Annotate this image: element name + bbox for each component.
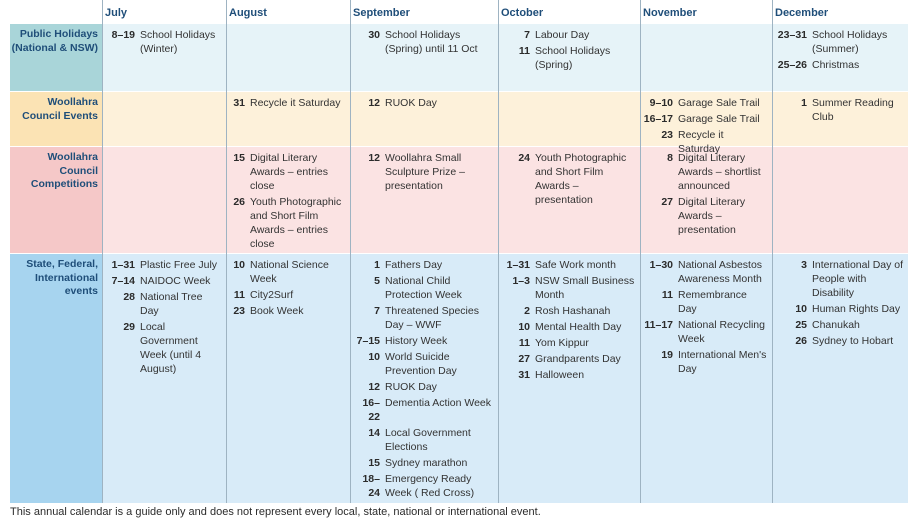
event-title: RUOK Day	[385, 97, 437, 109]
calendar-event	[774, 302, 904, 316]
calendar-event	[642, 288, 768, 316]
event-title: City2Surf	[250, 289, 294, 301]
event-date: 25	[795, 319, 807, 331]
event-title: Chanukah	[812, 319, 860, 331]
event-date: 12	[368, 152, 380, 164]
event-title: National Science Week	[250, 259, 329, 285]
calendar-event	[642, 195, 768, 237]
calendar-event	[500, 352, 636, 366]
event-date: 11	[518, 45, 530, 57]
event-date: 8–19	[111, 29, 135, 41]
event-title: Remembrance Day	[678, 289, 747, 315]
column-divider	[350, 0, 351, 503]
column-divider	[772, 0, 773, 503]
calendar-event	[642, 151, 768, 193]
event-date: 16–22	[362, 397, 380, 423]
event-date: 15	[368, 457, 380, 469]
calendar-event	[500, 258, 636, 272]
column-divider	[102, 0, 103, 503]
calendar-event	[352, 472, 494, 500]
event-title: Grandparents Day	[535, 353, 621, 365]
calendar-event	[352, 456, 494, 470]
calendar-event	[228, 258, 346, 286]
month-header-september: September	[353, 7, 410, 19]
column-divider	[640, 0, 641, 503]
event-date: 31	[233, 97, 245, 109]
event-date: 11	[661, 289, 673, 301]
cell-council-competitions-october	[500, 151, 636, 209]
event-date: 23–31	[777, 29, 807, 41]
calendar-event	[500, 336, 636, 350]
calendar-event	[774, 318, 904, 332]
row-divider	[10, 91, 908, 92]
event-date: 14	[368, 427, 380, 439]
event-date: 1–31	[506, 259, 530, 271]
event-title: Fathers Day	[385, 259, 443, 271]
row-divider	[10, 253, 908, 254]
event-title: National Recycling Week	[678, 319, 765, 345]
calendar-event	[228, 288, 346, 302]
calendar-event	[352, 304, 494, 332]
cell-state-federal-international-september	[352, 258, 494, 502]
event-title: Human Rights Day	[812, 303, 901, 315]
calendar-event	[104, 320, 222, 376]
calendar-event	[642, 258, 768, 286]
event-title: Digital Literary Awards – presentation	[678, 196, 746, 236]
calendar-event	[774, 58, 904, 72]
event-title: Labour Day	[535, 29, 590, 41]
cell-council-events-august	[228, 96, 346, 112]
column-divider	[226, 0, 227, 503]
event-title: Sydney marathon	[385, 457, 468, 469]
row-label-public-holidays: Public Holidays (National & NSW)	[11, 28, 98, 54]
event-title: Garage Sale Trail	[678, 97, 760, 109]
event-date: 10	[795, 303, 807, 315]
event-title: World Suicide Prevention Day	[385, 351, 457, 377]
calendar-event	[500, 28, 636, 42]
event-date: 7–15	[356, 335, 380, 347]
event-date: 3	[801, 259, 807, 271]
calendar-event	[774, 258, 904, 300]
month-header-july: July	[105, 7, 128, 19]
event-title: Mental Health Day	[535, 321, 622, 333]
event-date: 10	[518, 321, 530, 333]
event-date: 19	[661, 349, 673, 361]
calendar-event	[352, 274, 494, 302]
event-title: Book Week	[250, 305, 304, 317]
calendar-event	[774, 334, 904, 348]
calendar-event	[642, 318, 768, 346]
event-date: 25–26	[777, 59, 807, 71]
event-date: 30	[368, 29, 380, 41]
calendar-event	[228, 96, 346, 110]
event-title: Plastic Free July	[140, 259, 218, 271]
event-date: 8	[667, 152, 673, 164]
event-date: 28	[123, 291, 135, 303]
calendar-event	[104, 290, 222, 318]
event-date: 15	[233, 152, 245, 164]
event-title: International Men's Day	[678, 349, 767, 375]
calendar-event	[500, 368, 636, 382]
calendar-event	[642, 96, 768, 110]
event-date: 12	[368, 97, 380, 109]
event-title: National Asbestos Awareness Month	[678, 259, 763, 285]
event-title: Summer Reading Club	[812, 97, 894, 123]
event-title: Garage Sale Trail	[678, 113, 760, 125]
event-date: 1–30	[649, 259, 673, 271]
event-title: Sydney to Hobart	[812, 335, 894, 347]
month-header-october: October	[501, 7, 544, 19]
event-title: International Day of People with Disability	[812, 259, 904, 299]
cell-public-holidays-july	[104, 28, 222, 58]
event-date: 7	[374, 305, 380, 317]
event-date: 1	[801, 97, 807, 109]
event-date: 5	[374, 275, 380, 287]
event-date: 27	[661, 196, 673, 208]
event-date: 27	[518, 353, 530, 365]
event-date: 18–24	[362, 473, 380, 499]
footnote: This annual calendar is a guide only and does not represent every local, state, national or international event.	[10, 506, 541, 518]
calendar-event	[228, 151, 346, 193]
cell-state-federal-international-december	[774, 258, 904, 350]
event-title: Dementia Action Week	[385, 397, 492, 409]
row-label-council-events: Woollahra Council Events	[22, 96, 98, 122]
cell-council-events-november	[642, 96, 768, 158]
cell-public-holidays-december	[774, 28, 904, 74]
cell-council-competitions-august	[228, 151, 346, 253]
event-date: 26	[233, 196, 245, 208]
calendar-event	[352, 258, 494, 272]
event-date: 24	[518, 152, 530, 164]
event-title: School Holidays (Spring) until 11 Oct	[385, 29, 478, 55]
cell-public-holidays-september	[352, 28, 494, 58]
row-divider	[10, 146, 908, 147]
event-title: National Tree Day	[140, 291, 203, 317]
event-date: 29	[123, 321, 135, 333]
event-date: 2	[524, 305, 530, 317]
event-date: 10	[368, 351, 380, 363]
calendar-event	[500, 320, 636, 334]
event-date: 11	[233, 289, 245, 301]
event-title: Rosh Hashanah	[535, 305, 611, 317]
event-date: 16–17	[643, 113, 673, 125]
row-divider	[10, 23, 908, 24]
calendar-event	[352, 96, 494, 110]
event-title: Halloween	[535, 369, 585, 381]
cell-state-federal-international-november	[642, 258, 768, 378]
event-title: Local Government Elections	[385, 427, 471, 453]
event-title: School Holidays (Summer)	[812, 29, 888, 55]
event-title: Digital Literary Awards – shortlist announced	[678, 152, 761, 192]
cell-council-competitions-november	[642, 151, 768, 239]
month-header-november: November	[643, 7, 697, 19]
event-title: NSW Small Business Month	[535, 275, 635, 301]
month-header-august: August	[229, 7, 267, 19]
event-date: 1	[374, 259, 380, 271]
event-title: Local Government Week (until 4 August)	[140, 321, 202, 375]
calendar-event	[774, 96, 904, 124]
event-title: Youth Photographic and Short Film Awards – presentation	[535, 152, 627, 206]
event-title: Youth Photographic and Short Film Awards – entries close	[250, 196, 342, 250]
event-date: 7	[524, 29, 530, 41]
calendar-event	[500, 151, 636, 207]
calendar-event	[104, 274, 222, 288]
cell-state-federal-international-october	[500, 258, 636, 384]
calendar-event	[228, 195, 346, 251]
event-date: 10	[233, 259, 245, 271]
column-divider	[498, 0, 499, 503]
row-label-state-federal-international: State, Federal, International events	[26, 258, 98, 297]
calendar-event	[352, 151, 494, 193]
event-date: 1–3	[512, 275, 530, 287]
event-title: Woollahra Small Sculpture Prize – presentation	[385, 152, 465, 192]
cell-council-events-december	[774, 96, 904, 126]
event-title: Threatened Species Day – WWF	[385, 305, 479, 331]
calendar-event	[642, 112, 768, 126]
event-date: 31	[518, 369, 530, 381]
event-date: 26	[795, 335, 807, 347]
event-title: School Holidays (Winter)	[140, 29, 216, 55]
calendar-event	[642, 348, 768, 376]
event-title: Safe Work month	[535, 259, 616, 271]
event-title: Digital Literary Awards – entries close	[250, 152, 329, 192]
calendar-event	[352, 28, 494, 56]
event-title: Emergency Ready Week ( Red Cross)	[385, 473, 475, 499]
event-title: School Holidays (Spring)	[535, 45, 611, 71]
event-title: RUOK Day	[385, 381, 437, 393]
calendar-event	[352, 426, 494, 454]
calendar-event	[104, 258, 222, 272]
event-title: Yom Kippur	[535, 337, 589, 349]
cell-council-competitions-september	[352, 151, 494, 195]
calendar-event	[774, 28, 904, 56]
cell-public-holidays-october	[500, 28, 636, 74]
event-date: 23	[233, 305, 245, 317]
event-title: National Child Protection Week	[385, 275, 462, 301]
calendar-event	[500, 274, 636, 302]
calendar-event	[352, 334, 494, 348]
event-title: NAIDOC Week	[140, 275, 211, 287]
cell-state-federal-international-august	[228, 258, 346, 320]
calendar-event	[352, 350, 494, 378]
event-title: History Week	[385, 335, 448, 347]
event-date: 1–31	[111, 259, 135, 271]
event-date: 12	[368, 381, 380, 393]
calendar-event	[352, 380, 494, 394]
cell-council-events-september	[352, 96, 494, 112]
calendar-event	[228, 304, 346, 318]
calendar-event	[104, 28, 222, 56]
event-date: 11	[518, 337, 530, 349]
calendar-event	[352, 396, 494, 424]
event-date: 7–14	[111, 275, 135, 287]
row-label-council-competitions: Woollahra Council Competitions	[30, 151, 98, 190]
event-title: Recycle it Saturday	[678, 129, 724, 155]
event-title: Christmas	[812, 59, 860, 71]
event-date: 11–17	[644, 319, 673, 331]
calendar-event	[500, 44, 636, 72]
calendar-event	[500, 304, 636, 318]
month-header-december: December	[775, 7, 829, 19]
event-title: Recycle it Saturday	[250, 97, 341, 109]
cell-state-federal-international-july	[104, 258, 222, 378]
event-date: 9–10	[649, 97, 673, 109]
event-date: 23	[661, 129, 673, 141]
